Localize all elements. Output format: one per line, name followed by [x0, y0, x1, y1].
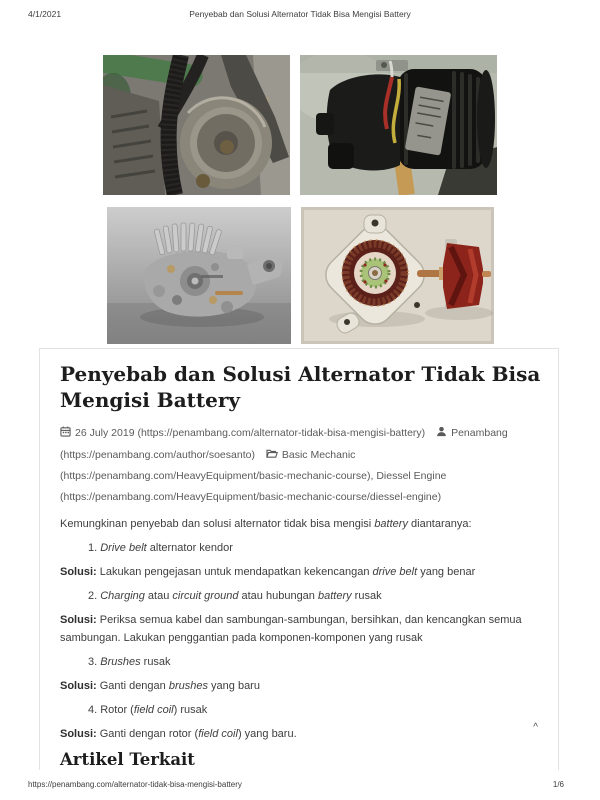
silver-alternator-photo — [107, 207, 291, 344]
article-title — [60, 361, 541, 413]
post-date-link[interactable]: 26 July 2019 (https://penambang.com/alternator-tidak-bisa-mengisi-battery) — [75, 427, 426, 439]
meta-line-1 — [60, 423, 538, 445]
solution-3: Solusi: Ganti dengan brushes yang baru — [60, 680, 260, 692]
back-to-top-icon[interactable]: ^ — [533, 722, 538, 733]
list-item-3: 3. Brushes rusak — [88, 656, 171, 668]
article-meta — [60, 423, 538, 507]
related-articles-heading: Artikel Terkait — [60, 750, 195, 769]
category-diessel-engine-url[interactable]: (https://penambang.com/HeavyEquipment/basic-mechanic-course/diessel-engine) — [60, 490, 442, 503]
meta-line-4 — [60, 487, 538, 508]
print-footer-url: https://penambang.com/alternator-tidak-bisa-mengisi-battery — [28, 780, 242, 789]
print-footer — [28, 780, 564, 789]
collage-row-bottom — [107, 207, 494, 344]
list-item-1: 1. Drive belt alternator kendor — [88, 542, 233, 554]
author-link[interactable]: Penambang — [451, 427, 508, 439]
folder-icon — [266, 446, 278, 467]
article-card — [39, 348, 559, 770]
solution-4: Solusi: Ganti dengan rotor (field coil) yang baru. — [60, 728, 297, 740]
list-item-4: 4. Rotor (field coil) rusak — [88, 704, 208, 716]
category-basic-mechanic-link[interactable]: Basic Mechanic — [281, 448, 356, 461]
drive-belt-and-pulley-photo — [103, 55, 290, 195]
print-document-title: Penyebab dan Solusi Alternator Tidak Bisa Mengisi Battery — [189, 9, 411, 19]
print-header — [28, 9, 572, 21]
list-item-2: 2. Charging atau circuit ground atau hubungan battery rusak — [88, 590, 382, 602]
solution-1: Solusi: Lakukan pengejasan untuk mendapatkan kekencangan drive belt yang benar — [60, 566, 476, 578]
article-body — [60, 515, 538, 743]
category-diessel-engine-link[interactable]: Diessel Engine — [376, 470, 447, 482]
article-title-line-1: Penyebab dan Solusi Alternator Tidak Bisa — [60, 362, 541, 386]
category-basic-mechanic-url[interactable]: (https://penambang.com/HeavyEquipment/basic-mechanic-course), — [60, 470, 374, 482]
meta-line-2 — [60, 445, 538, 467]
photo-collage — [0, 55, 600, 344]
meta-line-3 — [60, 466, 538, 487]
print-page-number: 1/6 — [552, 780, 564, 789]
author-url[interactable]: (https://penambang.com/author/soesanto) — [60, 448, 255, 461]
alternator-stator-and-rotor-photo — [301, 207, 494, 344]
solution-2: Solusi: Periksa semua kabel dan sambungan-sambungan, bersihkan, dan kencangkan semua sambungan. Lakukan penggantian pada komponen-komponen yang rusak — [60, 614, 522, 644]
calendar-icon — [60, 424, 71, 445]
intro-paragraph: Kemungkinan penyebab dan solusi alternator tidak bisa mengisi battery diantaranya: — [60, 518, 472, 530]
print-date: 4/1/2021 — [28, 9, 62, 19]
user-icon — [436, 424, 447, 445]
article-title-line-2: Mengisi Battery — [60, 388, 241, 412]
black-alternator-photo — [300, 55, 497, 195]
collage-row-top — [103, 55, 497, 195]
